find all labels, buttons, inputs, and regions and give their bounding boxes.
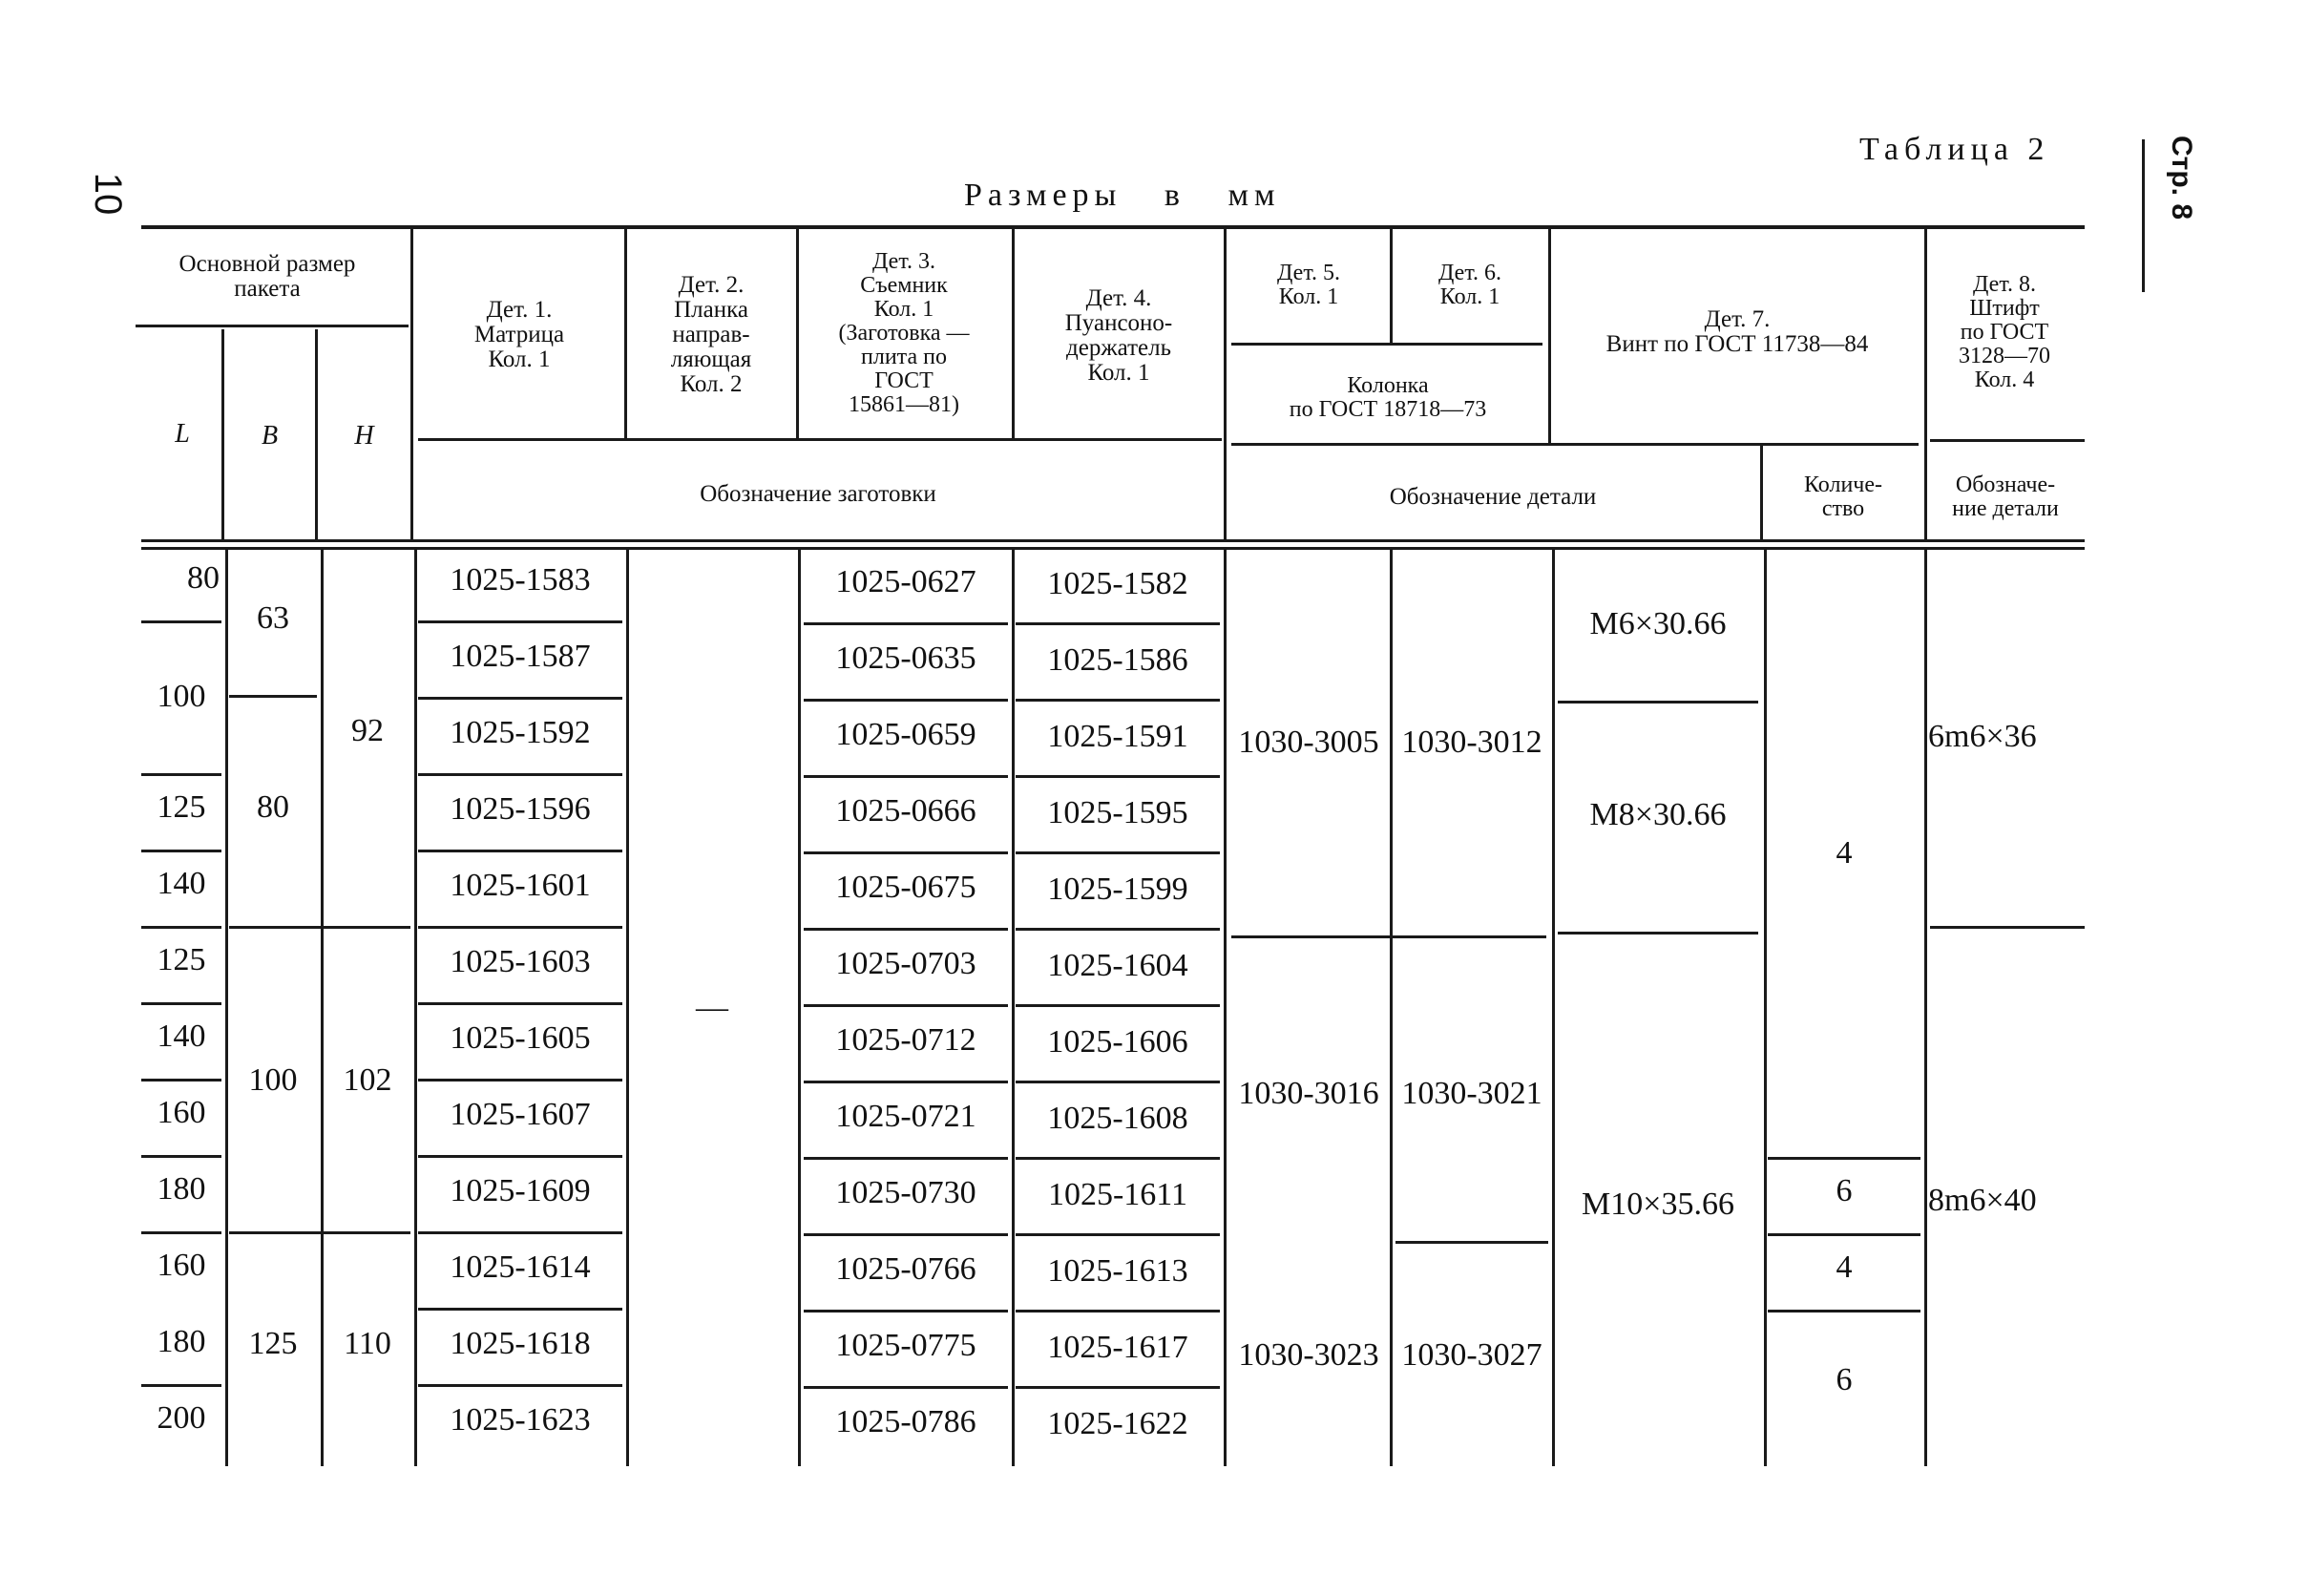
cell-det3: 1025-0721 (835, 1099, 976, 1134)
cell-L: 180 (157, 1324, 206, 1359)
cell-det1: 1025-1583 (450, 562, 591, 598)
cell-L: 140 (157, 866, 206, 901)
vline-body-det1 (626, 550, 629, 1466)
cell-det5: 1030-3005 (1238, 724, 1379, 760)
cell-det4: 1025-1591 (1047, 719, 1188, 754)
qty-sep (1768, 1310, 1920, 1312)
table-title: Таблица 2 (1859, 132, 2050, 167)
cell-det3: 1025-0659 (835, 717, 976, 752)
cell-det1: 1025-1618 (450, 1326, 591, 1361)
header-top-rule (141, 225, 2085, 229)
cell-det7: M6×30.66 (1589, 606, 1727, 641)
header-L: L (175, 419, 190, 449)
header-blank-designation: Обозначение заготовки (700, 481, 936, 507)
header-basic-size: Основной размер пакета (178, 251, 356, 302)
det7-sep (1558, 932, 1758, 934)
det6-sep (1395, 1241, 1548, 1244)
vline-body-det6 (1552, 550, 1555, 1466)
cell-qty: 4 (1836, 1250, 1853, 1285)
cell-det1: 1025-1614 (450, 1250, 591, 1285)
cell-det6: 1030-3021 (1401, 1076, 1542, 1111)
cell-L: 140 (157, 1018, 206, 1054)
cell-det4: 1025-1611 (1047, 1177, 1188, 1212)
cell-det4: 1025-1582 (1047, 566, 1188, 601)
vline-body-det3 (1012, 550, 1015, 1466)
cell-B: 80 (257, 789, 289, 825)
cell-det1: 1025-1603 (450, 944, 591, 979)
cell-L: 180 (157, 1171, 206, 1207)
det5-6-rule (1231, 343, 1542, 346)
units-caption: Размеры в мм (964, 178, 1281, 213)
cell-B: 63 (257, 600, 289, 636)
cell-det3: 1025-0712 (835, 1022, 976, 1058)
bh-sep (229, 926, 410, 929)
cell-L: 80 (187, 560, 220, 596)
cell-det1: 1025-1592 (450, 715, 591, 750)
cell-L: 100 (157, 679, 206, 714)
vline-body-qty (1924, 550, 1927, 1466)
cell-B: 125 (248, 1326, 298, 1361)
vline-body-B (321, 550, 324, 1466)
vline-body-H (414, 550, 417, 1466)
cell-det6: 1030-3027 (1401, 1337, 1542, 1373)
vline-body-det2 (798, 550, 801, 1466)
bh-sep (229, 1231, 410, 1234)
vline-body-L (225, 550, 228, 1466)
page-number: 10 (87, 172, 129, 216)
cell-H: 102 (343, 1062, 392, 1098)
cell-det3: 1025-0627 (835, 564, 976, 599)
cell-det7: M10×35.66 (1582, 1186, 1734, 1222)
cell-L: 200 (157, 1400, 206, 1436)
header-H: H (354, 421, 374, 451)
header-part-designation: Обозначение детали (1389, 484, 1597, 510)
cell-det8: 6m6×36 (1928, 719, 2037, 754)
basic-size-rule (136, 325, 409, 327)
cell-det1: 1025-1623 (450, 1402, 591, 1438)
cell-det3: 1025-0703 (835, 946, 976, 981)
header-det7: Дет. 7. Винт по ГОСТ 11738—84 (1605, 306, 1869, 357)
det7-sep (1558, 701, 1758, 704)
header-det8: Дет. 8. Штифт по ГОСТ 3128—70 Кол. 4 (1959, 272, 2050, 392)
header-det5: Дет. 5. Кол. 1 (1277, 261, 1340, 309)
cell-det4: 1025-1595 (1047, 795, 1188, 830)
cell-det3: 1025-0635 (835, 640, 976, 676)
header-part-designation-8: Обозначе- ние детали (1952, 472, 2059, 521)
cell-det3: 1025-0766 (835, 1251, 976, 1287)
header-column-gost: Колонка по ГОСТ 18718—73 (1289, 373, 1487, 422)
header-det3: Дет. 3. Съемник Кол. 1 (Заготовка — плита по ГОСТ 15861—81) (838, 249, 970, 417)
cell-det4: 1025-1622 (1047, 1406, 1188, 1441)
cell-det1: 1025-1605 (450, 1020, 591, 1056)
cell-det1: 1025-1607 (450, 1097, 591, 1132)
header-det6: Дет. 6. Кол. 1 (1438, 261, 1501, 309)
cell-det5: 1030-3016 (1238, 1076, 1379, 1111)
cell-det3: 1025-0775 (835, 1328, 976, 1363)
cell-det2: — (696, 990, 728, 1025)
vline-body-det7 (1764, 550, 1767, 1466)
header-det1: Дет. 1. Матрица Кол. 1 (473, 297, 565, 372)
cell-det3: 1025-0786 (835, 1404, 976, 1439)
det5-7-rule (1231, 443, 1919, 446)
cell-det8: 8m6×40 (1928, 1183, 2037, 1218)
cell-det5: 1030-3023 (1238, 1337, 1379, 1373)
det8-rule (1930, 439, 2085, 442)
cell-det6: 1030-3012 (1401, 724, 1542, 760)
cell-det4: 1025-1606 (1047, 1024, 1188, 1060)
cell-det4: 1025-1613 (1047, 1253, 1188, 1289)
header-B: B (261, 421, 279, 451)
cell-det3: 1025-0675 (835, 870, 976, 905)
det1-4-rule (418, 438, 1222, 441)
cell-L: 160 (157, 1248, 206, 1283)
cell-det1: 1025-1609 (450, 1173, 591, 1208)
cell-H: 92 (351, 713, 384, 748)
side-page-label: Стр. 8 (2166, 136, 2197, 220)
b-sep (229, 695, 317, 698)
cell-qty: 6 (1836, 1362, 1853, 1397)
cell-H: 110 (344, 1326, 391, 1361)
header-quantity: Количе- ство (1803, 472, 1883, 521)
vline-body-det4 (1224, 550, 1227, 1466)
side-divider (2142, 139, 2145, 292)
cell-det4: 1025-1604 (1047, 948, 1188, 983)
det56-sep (1231, 935, 1546, 938)
cell-det7: M8×30.66 (1589, 797, 1727, 832)
cell-det1: 1025-1601 (450, 868, 591, 903)
cell-det1: 1025-1596 (450, 791, 591, 827)
cell-det4: 1025-1617 (1047, 1330, 1188, 1365)
header-det4: Дет. 4. Пуансоно- держатель Кол. 1 (1064, 285, 1173, 386)
cell-det4: 1025-1599 (1047, 872, 1188, 907)
cell-det1: 1025-1587 (450, 639, 591, 674)
cell-L: 125 (157, 942, 206, 977)
row-sep (141, 620, 221, 623)
cell-qty: 6 (1836, 1173, 1853, 1208)
cell-qty: 4 (1836, 835, 1853, 871)
cell-L: 125 (157, 789, 206, 825)
cell-det3: 1025-0730 (835, 1175, 976, 1210)
cell-det4: 1025-1586 (1047, 642, 1188, 678)
cell-B: 100 (248, 1062, 298, 1098)
cell-det3: 1025-0666 (835, 793, 976, 829)
det8-sep (1930, 926, 2085, 929)
cell-det4: 1025-1608 (1047, 1101, 1188, 1136)
header-det2: Дет. 2. Планка направ- ляющая Кол. 2 (670, 272, 752, 397)
cell-L: 160 (157, 1095, 206, 1130)
